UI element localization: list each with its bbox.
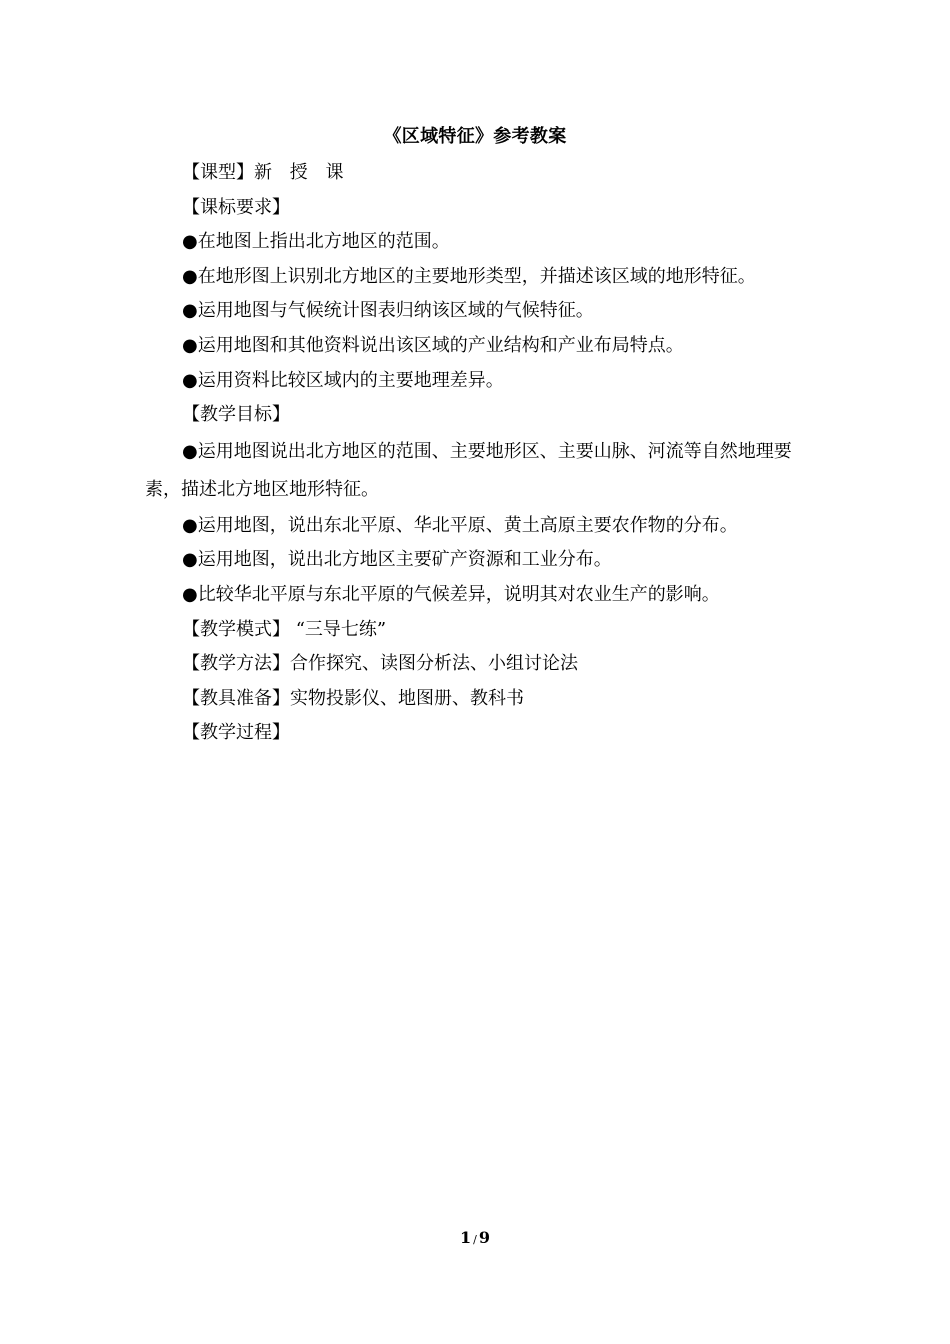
teaching-aids-value: 实物投影仪、地图册、教科书 [290,687,524,709]
teaching-method-value: 合作探究、读图分析法、小组讨论法 [290,653,578,675]
curriculum-item-5: ●运用资料比较区域内的主要地理差异。 [182,369,504,391]
teaching-mode-value: “三导七练” [290,618,387,640]
teaching-aids-label: 【教具准备】 [182,687,290,709]
objective-item-4: ●比较华北平原与东北平原的气候差异，说明其对农业生产的影响。 [182,583,720,605]
document-body [145,156,810,751]
teaching-method-line [145,647,810,682]
process-heading: 【教学过程】 [182,722,290,744]
objective-item-3: ●运用地图，说出北方地区主要矿产资源和工业分布。 [182,549,612,571]
curriculum-item-4: ●运用地图和其他资料说出该区域的产业结构和产业布局特点。 [182,334,684,356]
page-separator: / [473,1233,477,1246]
lesson-type-line [145,156,810,191]
curriculum-item-1: ●在地图上指出北方地区的范围。 [182,231,450,253]
lesson-type-value: 新 授 课 [254,162,350,183]
document-title: 《区域特征》参考教案 [383,126,567,147]
page-current: 1 [460,1228,472,1247]
teaching-mode-label: 【教学模式】 [182,618,290,640]
teaching-aids-line [145,682,810,717]
page-number [0,1228,950,1250]
curriculum-item-3: ●运用地图与气候统计图表归纳该区域的气候特征。 [182,300,594,322]
objective-item-2: ●运用地图，说出东北平原、华北平原、黄土高原主要农作物的分布。 [182,514,738,536]
lesson-type-label: 【课型】 [182,162,254,183]
objectives-heading: 【教学目标】 [182,404,290,426]
teaching-method-label: 【教学方法】 [182,653,290,675]
curriculum-item-2: ●在地形图上识别北方地区的主要地形类型，并描述该区域的地形特征。 [182,265,756,287]
curriculum-heading: 【课标要求】 [182,196,290,218]
objective-item-1: ●运用地图说出北方地区的范围、主要地形区、主要山脉、河流等自然地理要素，描述北方地区地形特征。 [145,440,792,500]
teaching-mode-line [145,613,810,648]
page-total: 9 [478,1228,490,1247]
